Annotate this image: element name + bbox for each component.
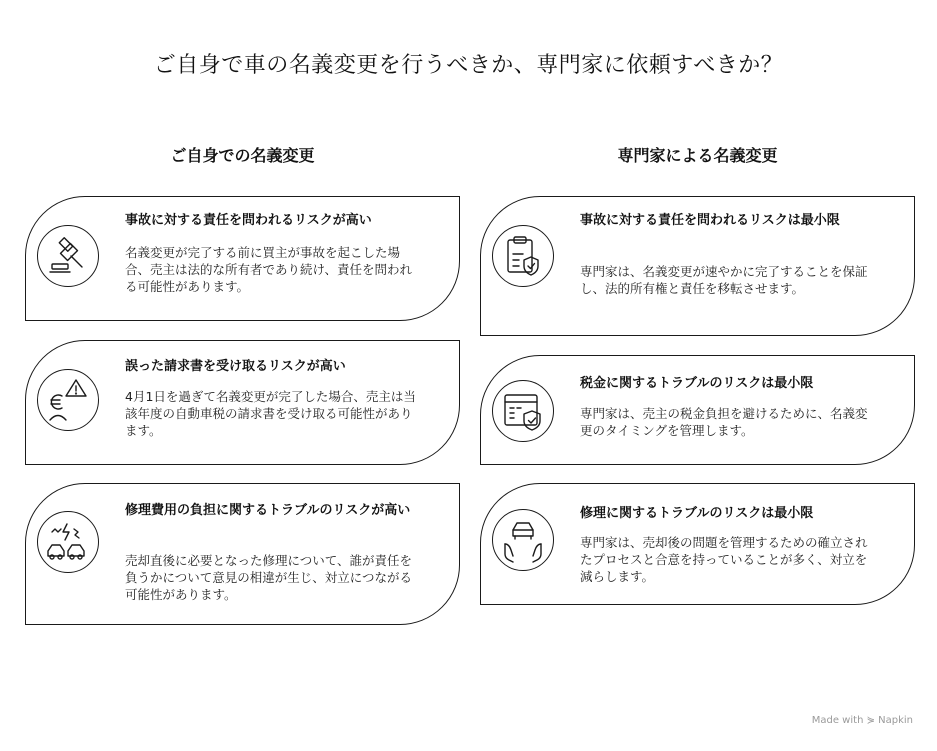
right-card-3-body: 専門家は、売却後の問題を管理するための確立されたプロセスと合意を持っていることが多く、対立を減らします。 — [580, 535, 868, 584]
left-card-1-body: 名義変更が完了する前に買主が事故を起こした場合、売主は法的な所有者であり続け、責任を問われる可能性があります。 — [125, 245, 413, 294]
left-card-2-body: 4月1日を過ぎて名義変更が完了した場合、売主は当該年度の自動車税の請求書を受け取る可能性があります。 — [125, 389, 416, 438]
left-card-3-title: 修理費用の負担に関するトラブルのリスクが高い — [125, 503, 411, 518]
euro-warning-person-icon — [37, 369, 99, 431]
page-title: ご自身で車の名義変更を行うべきか、専門家に依頼すべきか？ — [153, 53, 784, 78]
clipboard-shield-icon — [492, 225, 554, 287]
right-card-2-title: 税金に関するトラブルのリスクは最小限 — [580, 376, 814, 391]
left-card-3-body: 売却直後に必要となった修理について、誰が責任を負うかについて意見の相違が生じ、対立につながる可能性があります。 — [125, 553, 413, 602]
left-card-1-title: 事故に対する責任を問われるリスクが高い — [125, 213, 372, 228]
right-column-header: 専門家による名義変更 — [617, 146, 778, 165]
left-column-header: ご自身での名義変更 — [170, 146, 315, 165]
right-card-1-body: 専門家は、名義変更が速やかに完了することを保証し、法的所有権と責任を移転させます。 — [580, 264, 868, 296]
calendar-shield-icon — [492, 380, 554, 442]
left-card-2-title: 誤った請求書を受け取るリスクが高い — [125, 359, 346, 374]
right-card-1-title: 事故に対する責任を問われるリスクは最小限 — [580, 213, 840, 228]
car-conflict-icon — [37, 511, 99, 573]
right-card-2-body: 専門家は、売主の税金負担を避けるために、名義変更のタイミングを管理します。 — [580, 406, 868, 438]
car-hands-icon — [492, 509, 554, 571]
gavel-icon — [37, 225, 99, 287]
napkin-credit: Made with ⋟ Napkin — [811, 715, 913, 726]
right-card-3-title: 修理に関するトラブルのリスクは最小限 — [580, 506, 814, 521]
